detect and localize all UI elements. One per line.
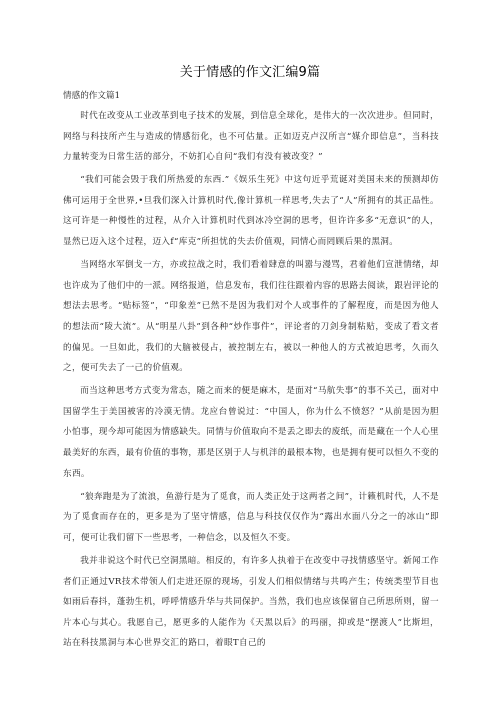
- paragraph-6: 我并非说这个时代已空洞黑暗。相反的，有许多人执着于在改变中寻找情感坚守。新闻工作者们正通过VR技术带领人们走进还原的现场，引发人们相似情绪与共鸣产生；传统类型节目也如雨后春抖，蓬勃生机，呼呼情感升华与共同保护。当然，我们也应该保留自己所思所则，留一片本心与其心。我愿自己，愿更多的人能作为《天黑以后》的玛丽，抑或是“摆渡人”比斯坦，站在科技黑洞与本心世界交汇的路口，着眼T自己的: [63, 555, 439, 649]
- document-body: [63, 106, 439, 656]
- section-heading: 情感的作文篇1: [63, 91, 121, 101]
- paragraph-2: “我们可能会毁于我们所热爱的东西.”《娱乐生死》中这句近乎荒诞对美国未来的预测却仿佛可运用于全世界,•旦我们深入计算机时代,像计算机一样思考,失去了“人”所拥有的其正品性。这可许是一种慢性的过程，从介入计算机时代到冰冷空洞的思考，但许许多多“无意识”的人，显然已迈入这个过程，迈入f“库克”所担忧的失去价值观，同情心而罔顾后果的黑洞。: [63, 175, 439, 248]
- paragraph-3: 当网络水军倒戈一方，亦或拉战之时，我们看着肆意的叫嚣与漫骂，君着他们宣泄情绪，却也许成为了他们中的一派。网络报道，信息发布，我们往往跟着内容的思路去阅读，跟岩评论的想法去思考。“贴标签”，“印象差”已然不是因为我们对个人或事件的了解程度，而是因为他人的想法而“陵大流”。从“明星八卦”到各种“炒作事件”，评论者的刀剑身制粘贴，变成了看文者的偏见。一旦如此，我们的大脑被侵占，被控制左右，被以一种他人的方式被迫思考，久而久之，便可失去了一己的价值观。: [63, 260, 439, 374]
- paragraph-4: 而当这种思考方式变为常态，随之而来的便是麻木，是面对“马航失事”的事不关己，面对中国留学生于美国被害的冷漠无情。龙应台曾说过：“中国人，你为什么不愤怒？”从前是因为胆小怕事，现今却可能因为情感缺失。同情与价值取向不是丢之即去的废纸，而是藏在一个人心里最美好的东西，最有价值的事物，那是区别于人与机泮的最根本物，也是拥有便可以恒久不变的东西。: [63, 386, 439, 479]
- paragraph-1: 时代在改变从工业改革到电子技术的发展，到信息全球化，是伟大的一次次进步。但同时，网络与科技所产生与造成的情感衍化，也不可估量。正如迈克卢汉所言“媒介即信息”，当科技力量转变为日常生活的部分，不妨扪心自问“我们有没有被改变？”: [63, 111, 439, 163]
- document-title: 关于情感的作文汇编9篇: [179, 65, 321, 80]
- paragraph-5: “狼奔跑是为了流浪，鱼游行是为了觅食，而人类正处于这两者之间”，计籁机时代，人不是为了觅食而存在的，更多是为了坚守情感，信息与科技仅仅作为“露出水面八分之一的冰山”即可，便可让我们留下一些思考，一种信念，以及恒久不变。: [63, 491, 439, 543]
